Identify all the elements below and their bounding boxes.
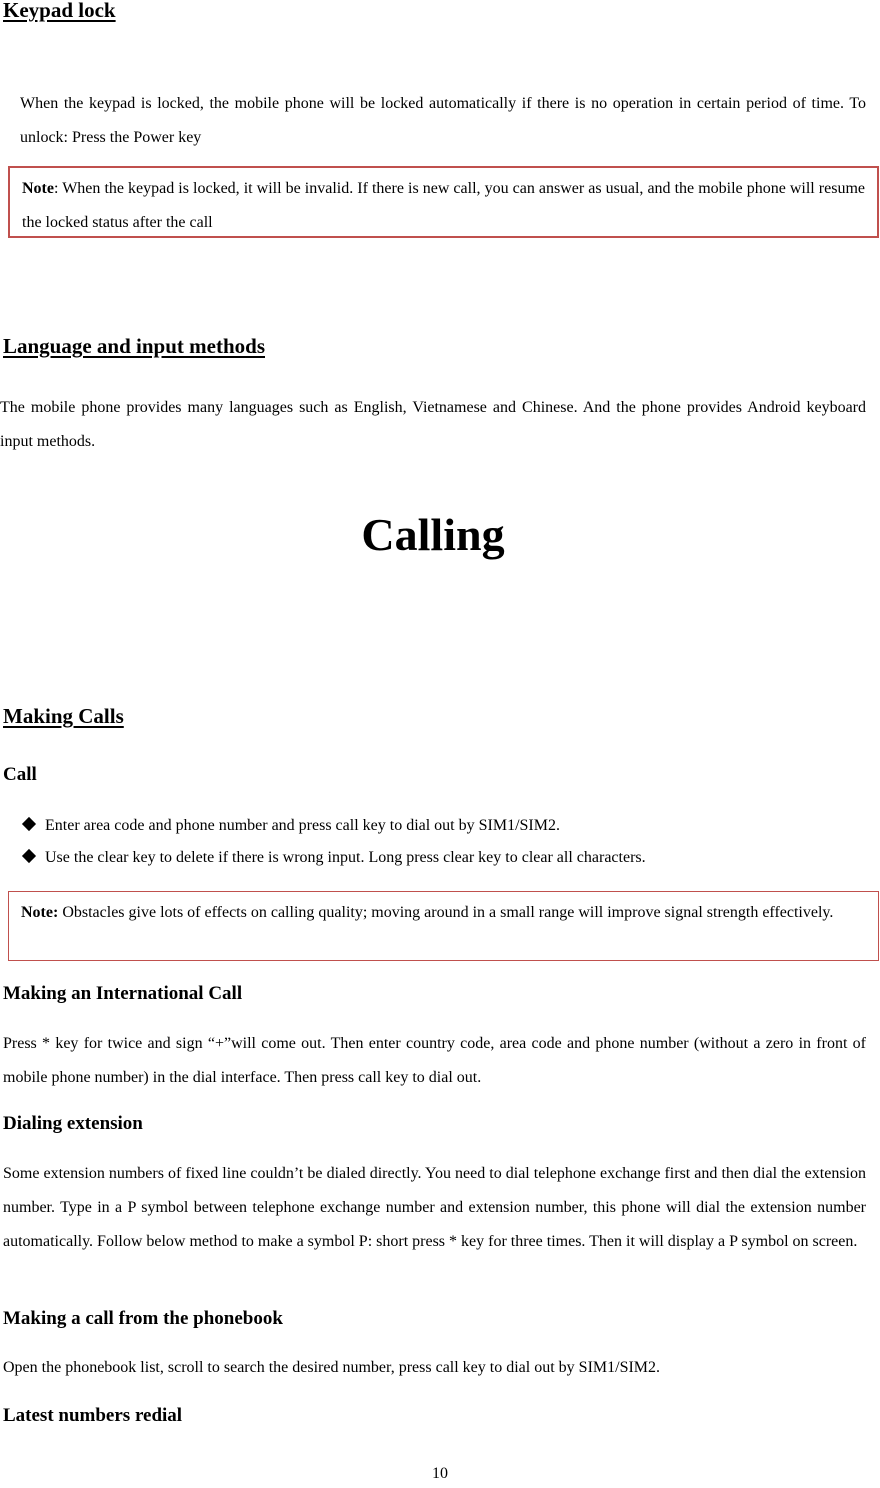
note-text: : When the keypad is locked, it will be invalid. If there is new call, you can answer as usual, and the mobile phone will resume the locked status after the call [22,180,865,231]
page-number: 10 [432,1465,448,1482]
subheading-call: Call [3,764,37,785]
calling-note-box [8,891,879,961]
subheading-redial: Latest numbers redial [3,1405,183,1426]
phonebook-body: Open the phonebook list, scroll to search the desired number, press call key to dial out by SIM1/SIM2. [3,1359,661,1376]
subheading-dialing-extension: Dialing extension [3,1113,143,1134]
language-body: The mobile phone provides many languages such as English, Vietnamese and Chinese. And the phone provides Android keyboard input methods. [0,399,866,450]
chapter-title: Calling [361,509,505,560]
section-heading-language: Language and input methods [3,334,265,358]
diamond-bullet-icon [22,849,36,863]
extension-body: Some extension numbers of fixed line couldn’t be dialed directly. You need to dial telephone exchange first and then dial the extension number. Type in a P symbol between telephone exchange number and extension number, this phone will dial the extension number automatically. Follow below method to make a symbol P: short press * key for three times. Then it will display a P symbol on screen. [3,1165,866,1250]
bullet-item [20,841,646,875]
bullet-text: Use the clear key to delete if there is wrong input. Long press clear key to clear all characters. [45,849,646,866]
diamond-bullet-icon [22,817,36,831]
note-label: Note [22,180,54,197]
keypad-lock-body: When the keypad is locked, the mobile phone will be locked automatically if there is no operation in certain period of time. To unlock: Press the Power key [20,95,866,146]
note-text: Obstacles give lots of effects on calling quality; moving around in a small range will improve signal strength effectively. [58,904,834,921]
subheading-phonebook-call: Making a call from the phonebook [3,1308,283,1329]
section-heading-making-calls: Making Calls [3,704,124,728]
international-body: Press * key for twice and sign “+”will come out. Then enter country code, area code and phone number (without a zero in front of mobile phone number) in the dial interface. Then press call key to dial out. [3,1035,866,1086]
subheading-international-call: Making an International Call [3,983,243,1004]
section-heading-keypad-lock: Keypad lock [3,0,116,22]
note-label: Note: [21,904,59,921]
bullet-item [20,809,560,843]
bullet-text: Enter area code and phone number and press call key to dial out by SIM1/SIM2. [45,817,560,834]
keypad-lock-note-box [8,166,879,238]
